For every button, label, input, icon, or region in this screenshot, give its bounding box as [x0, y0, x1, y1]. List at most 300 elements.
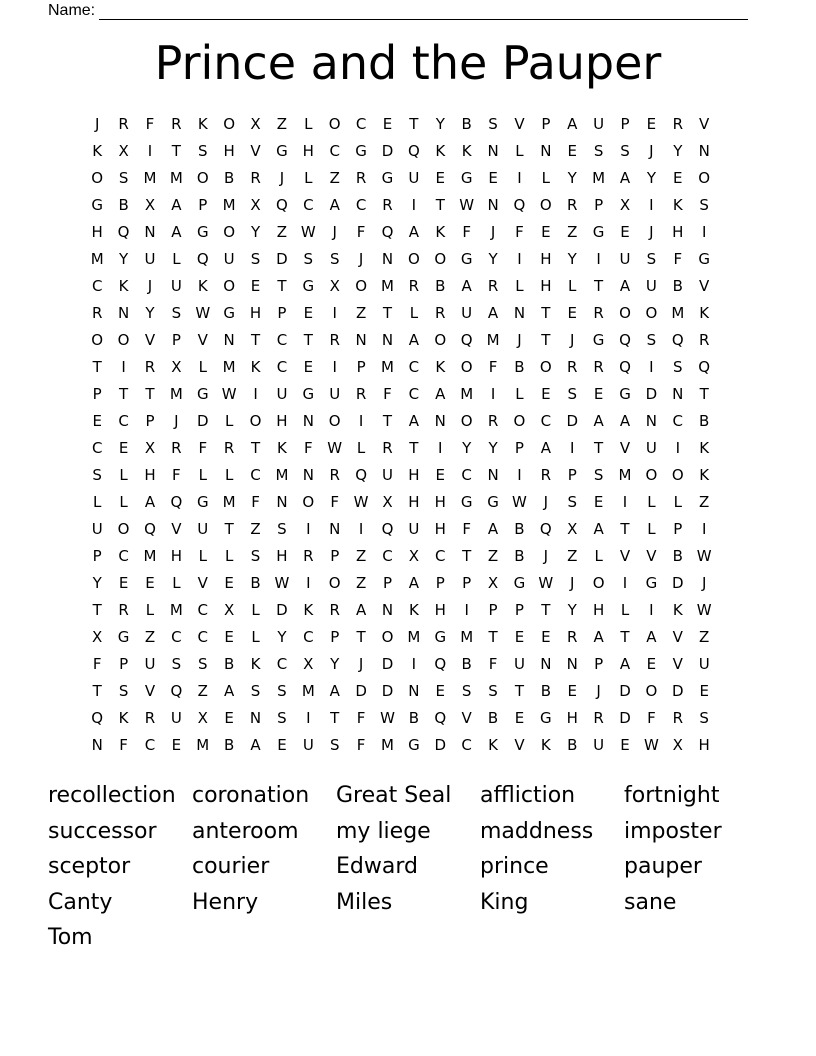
grid-letter: P [382, 574, 393, 592]
grid-letter: F [330, 493, 340, 511]
grid-letter: S [593, 142, 604, 160]
grid-letter: Q [170, 682, 183, 700]
grid-letter: A [250, 736, 261, 754]
grid-letter: W [538, 574, 554, 592]
grid-letter: Q [276, 196, 288, 214]
grid-letter: N [487, 142, 499, 160]
grid-letter: F [647, 709, 656, 727]
grid-letter: A [329, 196, 340, 214]
grid-letter: I [622, 574, 628, 592]
grid-letter: N [144, 223, 156, 241]
grid-letter: I [517, 169, 522, 187]
grid-letter: H [434, 493, 446, 511]
word-list-item: affliction [480, 783, 576, 808]
grid-letter: T [699, 385, 709, 403]
word-list-item: sane [624, 889, 677, 915]
grid-letter: C [382, 547, 393, 565]
grid-letter: F [488, 358, 498, 376]
grid-letter: G [460, 250, 473, 268]
grid-letter: U [144, 655, 156, 673]
grid-letter: C [672, 412, 684, 430]
word-list-item: recollection [48, 783, 176, 808]
grid-letter: T [409, 115, 419, 133]
grid-letter: C [303, 196, 314, 214]
grid-letter: Q [144, 520, 156, 538]
grid-letter: S [171, 655, 182, 673]
grid-letter: C [276, 331, 288, 349]
grid-letter: A [619, 277, 631, 295]
grid-letter: G [196, 223, 209, 241]
grid-letter: M [169, 169, 183, 187]
grid-letter: U [408, 169, 420, 187]
grid-letter: Q [196, 250, 209, 268]
grid-letter: S [488, 115, 498, 133]
grid-letter: B [250, 574, 261, 592]
grid-letter: K [672, 601, 683, 619]
grid-letter: I [358, 412, 364, 430]
grid-letter: E [514, 709, 525, 727]
grid-letter: E [224, 574, 234, 592]
grid-letter: U [197, 520, 209, 538]
grid-letter: N [249, 709, 262, 727]
grid-letter: G [276, 142, 288, 160]
grid-letter: K [277, 439, 287, 457]
grid-letter: L [409, 304, 419, 322]
grid-letter: A [408, 223, 420, 241]
grid-letter: K [435, 223, 446, 241]
grid-letter: P [145, 412, 155, 430]
grid-row [84, 570, 732, 597]
grid-letter: L [515, 277, 524, 295]
grid-letter: S [171, 304, 182, 322]
grid-letter: K [672, 196, 683, 214]
grid-letter: M [407, 628, 421, 646]
grid-letter: D [196, 412, 209, 430]
grid-letter: A [567, 115, 578, 133]
grid-letter: C [355, 115, 367, 133]
grid-letter: G [302, 277, 315, 295]
grid-letter: B [567, 736, 578, 754]
grid-letter: X [303, 655, 314, 673]
grid-letter: G [302, 385, 315, 403]
grid-letter: G [592, 331, 605, 349]
grid-letter: R [487, 277, 499, 295]
grid-letter: K [92, 142, 103, 160]
grid-letter: M [671, 304, 685, 322]
grid-letter: X [619, 196, 631, 214]
grid-letter: W [696, 601, 712, 619]
grid-letter: C [540, 412, 552, 430]
grid-letter: X [250, 196, 261, 214]
grid-letter: L [568, 277, 577, 295]
word-list-item: imposter [624, 818, 722, 844]
grid-letter: Q [355, 466, 367, 484]
grid-letter: Z [329, 169, 340, 187]
grid-letter: L [647, 493, 656, 511]
grid-letter: U [593, 115, 605, 133]
grid-letter: P [356, 358, 366, 376]
grid-letter: L [172, 574, 181, 592]
grid-letter: S [118, 169, 129, 187]
grid-letter: E [303, 304, 314, 322]
grid-letter: L [198, 547, 207, 565]
name-label: Name: [48, 2, 96, 19]
grid-letter: K [303, 601, 314, 619]
grid-letter: N [381, 601, 394, 619]
grid-letter: J [543, 493, 549, 511]
grid-letter: D [672, 682, 684, 700]
grid-letter: G [460, 493, 473, 511]
grid-letter: X [118, 142, 129, 160]
grid-letter: E [514, 628, 525, 646]
grid-letter: N [223, 331, 235, 349]
word-list-item: Canty [48, 889, 113, 915]
grid-letter: C [355, 196, 367, 214]
grid-letter: R [355, 385, 367, 403]
grid-letter: S [673, 358, 683, 376]
grid-letter: E [620, 736, 630, 754]
grid-letter: J [147, 277, 153, 295]
grid-letter: G [513, 574, 526, 592]
grid-letter: V [672, 628, 683, 646]
grid-row [84, 462, 732, 489]
word-list-item: my liege [336, 818, 431, 844]
grid-letter: A [408, 574, 420, 592]
grid-letter: Q [698, 358, 711, 376]
grid-letter: V [197, 331, 208, 349]
grid-letter: F [198, 439, 208, 457]
grid-letter: J [543, 547, 549, 565]
grid-letter: H [408, 493, 420, 511]
grid-letter: R [567, 628, 578, 646]
grid-letter: T [541, 331, 551, 349]
grid-letter: V [699, 277, 710, 295]
word-list-item: sceptor [48, 854, 131, 879]
grid-letter: G [434, 628, 447, 646]
grid-letter: L [304, 169, 313, 187]
grid-letter: O [619, 304, 631, 322]
grid-letter: U [645, 277, 657, 295]
grid-letter: R [144, 358, 156, 376]
grid-letter: L [198, 358, 207, 376]
grid-letter: R [171, 439, 182, 457]
grid-letter: G [460, 169, 473, 187]
grid-row [84, 165, 732, 192]
grid-row [84, 300, 732, 327]
grid-letter: S [646, 331, 657, 349]
name-blank-line [99, 3, 748, 20]
grid-letter: Q [91, 709, 104, 727]
grid-letter: E [646, 115, 657, 133]
grid-letter: E [435, 682, 446, 700]
grid-letter: W [696, 547, 712, 565]
grid-letter: T [119, 385, 129, 403]
grid-letter: T [92, 682, 102, 700]
grid-letter: E [488, 169, 498, 187]
grid-letter: L [647, 520, 656, 538]
grid-letter: D [381, 655, 394, 673]
grid-letter: I [517, 466, 522, 484]
grid-letter: E [435, 169, 446, 187]
grid-letter: T [171, 142, 181, 160]
grid-letter: Y [92, 574, 102, 592]
grid-letter: H [672, 223, 684, 241]
grid-letter: P [514, 439, 524, 457]
grid-letter: K [250, 655, 261, 673]
grid-letter: N [566, 655, 578, 673]
grid-letter: U [513, 655, 525, 673]
grid-letter: A [408, 331, 420, 349]
grid-letter: X [92, 628, 103, 646]
grid-letter: T [145, 385, 155, 403]
grid-letter: F [145, 115, 155, 133]
grid-letter: P [92, 547, 102, 565]
grid-row [84, 219, 732, 246]
grid-letter: S [92, 466, 102, 484]
grid-letter: N [513, 304, 526, 322]
grid-letter: T [594, 439, 604, 457]
grid-letter: G [117, 628, 130, 646]
grid-letter: Z [276, 223, 288, 241]
grid-letter: T [409, 439, 419, 457]
grid-letter: H [91, 223, 103, 241]
grid-letter: Y [646, 169, 656, 187]
grid-letter: L [304, 115, 313, 133]
grid-letter: B [435, 277, 446, 295]
grid-letter: S [277, 709, 287, 727]
grid-letter: S [329, 736, 340, 754]
grid-letter: B [514, 358, 525, 376]
grid-letter: R [329, 601, 340, 619]
word-list-item: coronation [192, 783, 310, 808]
grid-letter: L [224, 412, 234, 430]
grid-letter: S [488, 682, 498, 700]
grid-letter: M [592, 169, 606, 187]
grid-letter: L [594, 547, 603, 565]
grid-letter: Y [488, 250, 498, 268]
grid-letter: N [381, 331, 394, 349]
grid-letter: R [329, 466, 340, 484]
grid-letter: S [620, 142, 630, 160]
grid-letter: T [382, 304, 393, 322]
grid-letter: F [119, 736, 128, 754]
grid-letter: T [356, 628, 366, 646]
grid-letter: P [462, 574, 472, 592]
grid-row [84, 624, 732, 651]
grid-row [84, 246, 732, 273]
grid-letter: R [382, 196, 393, 214]
grid-letter: S [646, 250, 657, 268]
grid-letter: U [593, 736, 605, 754]
grid-letter: O [460, 412, 473, 430]
grid-letter: O [223, 115, 236, 133]
grid-letter: V [250, 142, 261, 160]
grid-letter: O [328, 115, 341, 133]
grid-letter: B [461, 115, 472, 133]
grid-letter: G [223, 304, 235, 322]
word-list-item: Edward [336, 854, 418, 879]
grid-letter: I [253, 385, 258, 403]
grid-letter: B [514, 520, 525, 538]
grid-letter: X [382, 493, 393, 511]
grid-letter: F [673, 250, 683, 268]
grid-letter: K [488, 736, 498, 754]
grid-letter: H [276, 412, 288, 430]
grid-letter: F [92, 655, 102, 673]
grid-letter: V [197, 574, 208, 592]
grid-letter: O [223, 277, 236, 295]
grid-letter: E [699, 682, 709, 700]
grid-letter: E [171, 736, 182, 754]
grid-letter: B [514, 547, 525, 565]
grid-letter: O [223, 223, 236, 241]
grid-letter: M [381, 736, 394, 754]
grid-letter: E [303, 358, 314, 376]
grid-letter: F [488, 655, 498, 673]
grid-letter: O [671, 466, 684, 484]
grid-letter: C [276, 358, 288, 376]
grid-letter: U [461, 304, 473, 322]
grid-letter: O [355, 277, 367, 295]
grid-letter: U [91, 520, 103, 538]
grid-letter: S [197, 655, 208, 673]
grid-letter: I [121, 358, 126, 376]
grid-letter: L [515, 142, 524, 160]
grid-letter: K [118, 709, 129, 727]
grid-letter: Q [513, 196, 526, 214]
grid-letter: U [223, 250, 235, 268]
grid-row [84, 111, 732, 138]
grid-letter: J [649, 223, 654, 241]
grid-letter: R [408, 277, 420, 295]
grid-letter: R [303, 547, 314, 565]
grid-letter: A [619, 169, 631, 187]
grid-letter: W [327, 439, 343, 457]
grid-letter: V [672, 655, 683, 673]
grid-letter: S [250, 250, 261, 268]
grid-letter: L [541, 169, 551, 187]
grid-row [84, 597, 732, 624]
grid-letter: R [355, 169, 367, 187]
grid-letter: R [593, 304, 604, 322]
grid-letter: V [171, 520, 182, 538]
word-list-item: Great Seal [336, 783, 452, 808]
grid-letter: V [461, 709, 472, 727]
grid-letter: L [119, 493, 128, 511]
grid-letter: B [224, 655, 235, 673]
grid-letter: F [462, 520, 471, 538]
grid-letter: J [94, 115, 100, 133]
grid-letter: I [464, 601, 469, 619]
grid-letter: G [487, 493, 499, 511]
grid-letter: G [619, 385, 631, 403]
grid-letter: N [540, 142, 552, 160]
grid-letter: E [224, 628, 234, 646]
grid-letter: E [593, 385, 604, 403]
grid-letter: R [567, 358, 578, 376]
grid-letter: K [435, 358, 446, 376]
grid-letter: Z [355, 304, 367, 322]
grid-letter: N [434, 412, 446, 430]
grid-letter: J [517, 331, 522, 349]
grid-letter: I [649, 196, 654, 214]
grid-letter: L [119, 466, 128, 484]
grid-letter: M [196, 736, 210, 754]
grid-letter: C [118, 547, 129, 565]
word-list-item: prince [480, 854, 549, 879]
grid-letter: X [171, 358, 182, 376]
grid-letter: J [490, 223, 496, 241]
grid-letter: G [592, 223, 605, 241]
grid-letter: C [197, 628, 208, 646]
grid-letter: J [279, 169, 285, 187]
grid-letter: Q [619, 358, 631, 376]
grid-letter: O [91, 169, 104, 187]
grid-letter: W [380, 709, 395, 727]
grid-letter: O [117, 331, 130, 349]
grid-letter: E [646, 655, 657, 673]
grid-letter: Q [460, 331, 473, 349]
grid-letter: G [91, 196, 103, 214]
grid-letter: K [540, 736, 551, 754]
grid-letter: C [250, 466, 261, 484]
grid-letter: J [358, 250, 364, 268]
word-list-item: King [480, 889, 529, 915]
grid-letter: M [143, 169, 157, 187]
grid-letter: A [593, 628, 604, 646]
grid-letter: M [381, 358, 394, 376]
grid-letter: J [174, 412, 179, 430]
grid-letter: E [541, 628, 551, 646]
grid-letter: O [645, 466, 658, 484]
grid-letter: U [170, 709, 182, 727]
grid-letter: I [438, 439, 443, 457]
grid-letter: Z [355, 574, 367, 592]
grid-letter: W [300, 223, 316, 241]
grid-letter: H [434, 601, 446, 619]
grid-letter: M [301, 682, 315, 700]
grid-letter: R [171, 115, 182, 133]
grid-letter: O [196, 169, 209, 187]
grid-letter: H [408, 466, 420, 484]
grid-letter: V [144, 682, 156, 700]
grid-letter: T [92, 358, 102, 376]
grid-letter: K [118, 277, 129, 295]
grid-letter: P [567, 466, 577, 484]
grid-letter: A [593, 412, 604, 430]
grid-letter: R [435, 304, 446, 322]
page-title: Prince and the Pauper [154, 36, 662, 90]
grid-row [84, 381, 732, 408]
grid-letter: T [92, 601, 102, 619]
grid-letter: B [672, 277, 683, 295]
grid-letter: N [302, 412, 314, 430]
grid-letter: V [699, 115, 710, 133]
grid-letter: N [408, 682, 420, 700]
grid-letter: L [251, 628, 260, 646]
grid-letter: X [224, 601, 235, 619]
grid-letter: Z [144, 628, 156, 646]
grid-letter: A [487, 520, 499, 538]
grid-letter: Y [119, 250, 129, 268]
grid-letter: D [566, 412, 578, 430]
grid-letter: B [699, 412, 710, 430]
grid-letter: J [596, 682, 601, 700]
grid-letter: E [620, 223, 630, 241]
grid-row [84, 408, 732, 435]
grid-letter: U [382, 466, 393, 484]
grid-letter: R [593, 358, 604, 376]
